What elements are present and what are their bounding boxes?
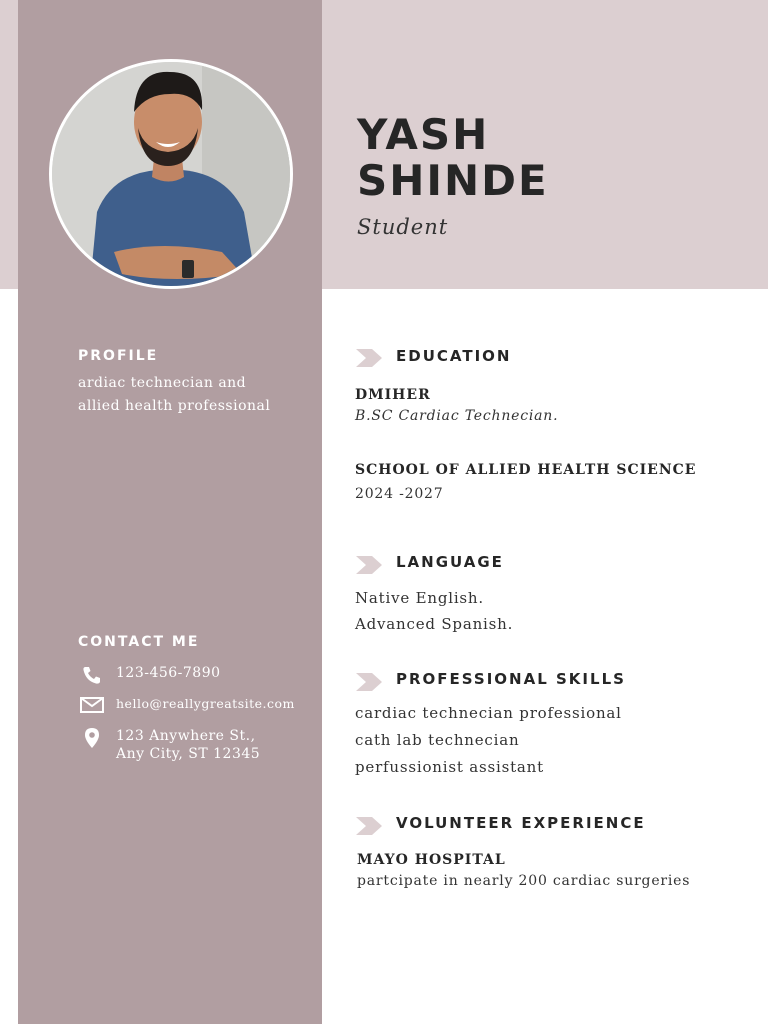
education-detail-1: B.SC Cardiac Technecian. xyxy=(355,408,559,424)
skill-item: cardiac technecian professional xyxy=(355,704,622,722)
location-pin-icon xyxy=(83,727,107,747)
mail-icon xyxy=(80,696,104,716)
contact-heading: CONTACT ME xyxy=(78,634,200,650)
email-text: hello@reallygreatsite.com xyxy=(116,696,295,711)
volunteer-detail: partcipate in nearly 200 cardiac surgeries xyxy=(357,873,691,889)
first-name: YASH xyxy=(357,110,490,159)
education-arrow-icon xyxy=(356,349,382,367)
volunteer-org: MAYO HOSPITAL xyxy=(357,852,506,868)
skills-heading: PROFESSIONAL SKILLS xyxy=(396,670,626,688)
education-detail-2: 2024 -2027 xyxy=(355,486,444,502)
person-illustration xyxy=(52,62,290,286)
volunteer-arrow-icon xyxy=(356,817,382,835)
volunteer-heading: VOLUNTEER EXPERIENCE xyxy=(396,814,646,832)
phone-text: 123-456-7890 xyxy=(116,665,221,681)
education-heading: EDUCATION xyxy=(396,347,512,365)
skill-item: cath lab technecian xyxy=(355,731,520,749)
skill-item: perfussionist assistant xyxy=(355,758,544,776)
phone-icon xyxy=(80,665,104,685)
last-name: SHINDE xyxy=(357,156,549,205)
address-line-1: 123 Anywhere St., xyxy=(116,728,256,744)
language-item: Advanced Spanish. xyxy=(355,615,514,633)
full-name xyxy=(357,112,737,204)
language-item: Native English. xyxy=(355,589,484,607)
skills-arrow-icon xyxy=(356,673,382,691)
profile-text: ardiac technecian and allied health professional xyxy=(78,375,271,414)
education-school-2: SCHOOL OF ALLIED HEALTH SCIENCE xyxy=(355,462,697,478)
role-title: Student xyxy=(357,215,449,239)
profile-heading: PROFILE xyxy=(78,348,159,364)
profile-photo xyxy=(49,59,293,289)
language-arrow-icon xyxy=(356,556,382,574)
language-heading: LANGUAGE xyxy=(396,553,504,571)
address-line-2: Any City, ST 12345 xyxy=(116,746,261,762)
education-school-1: DMIHER xyxy=(355,387,431,403)
